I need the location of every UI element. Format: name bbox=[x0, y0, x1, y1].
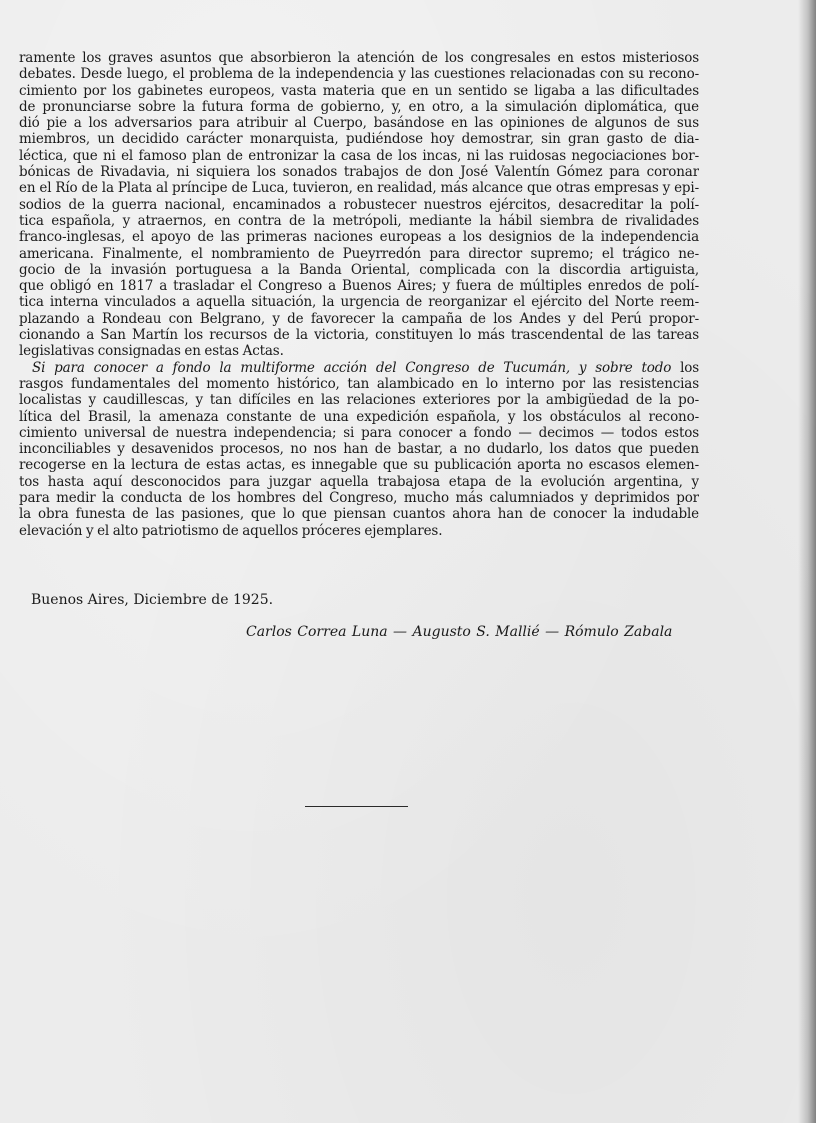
text-line: léctica, que ni el famoso plan de entronizar la casa de los incas, ni las ruidosas negociaciones bor- bbox=[19, 147, 699, 164]
paragraph-1 bbox=[19, 50, 699, 360]
signature-authors: Carlos Correa Luna — Augusto S. Mallié — Rómulo Zabala bbox=[246, 624, 673, 640]
text-line: recogerse en la lectura de estas actas, es innegable que su publicación aporta no escasos elemen- bbox=[19, 457, 699, 474]
dateline: Buenos Aires, Diciembre de 1925. bbox=[31, 592, 274, 608]
lead-rest: los bbox=[671, 359, 699, 376]
text-line: que obligó en 1817 a trasladar el Congreso a Buenos Aires; y fuera de múltiples enredos de polí- bbox=[19, 278, 699, 295]
text-line: rasgos fundamentales del momento histórico, tan alambicado en lo interno por las resistencias bbox=[19, 375, 699, 392]
text-line: cionando a San Martín los recursos de la victoria, constituyen lo más trascendental de las tareas bbox=[19, 327, 699, 344]
text-line: tos hasta aquí desconocidos para juzgar aquella trabajosa etapa de la evolución argentina, y bbox=[19, 473, 699, 490]
text-line: debates. Desde luego, el problema de la independencia y las cuestiones relacionadas con su recono- bbox=[19, 66, 699, 83]
text-line: franco-inglesas, el apoyo de las primeras naciones europeas a los designios de la independencia bbox=[19, 229, 699, 246]
text-line: ramente los graves asuntos que absorbieron la atención de los congresales en estos misteriosos bbox=[19, 50, 699, 66]
text-line: lítica del Brasil, la amenaza constante de una expedición española, y los obstáculos al recono- bbox=[19, 408, 699, 425]
text-line: de pronunciarse sobre la futura forma de gobierno, y, en otro, a la simulación diplomática, que bbox=[19, 98, 699, 115]
text-line: plazando a Rondeau con Belgrano, y de favorecer la campaña de los Andes y del Perú propor- bbox=[19, 310, 699, 327]
text-line: elevación y el alto patriotismo de aquellos próceres ejemplares. bbox=[19, 522, 443, 539]
text-line: inconciliables y desavenidos procesos, no nos han de bastar, a no dudarlo, los datos que pueden bbox=[19, 441, 699, 458]
text-line: miembros, un decidido carácter monarquista, pudiéndose hoy demostrar, sin gran gasto de dia- bbox=[19, 131, 699, 148]
paragraph-2 bbox=[19, 360, 699, 539]
text-line: cimiento universal de nuestra independencia; si para conocer a fondo — decimos — todos estos bbox=[19, 424, 699, 441]
text-line: bónicas de Rivadavia, ni siquiera los sonados trabajos de don José Valentín Gómez para coronar bbox=[19, 164, 699, 181]
text-line: para medir la conducta de los hombres del Congreso, mucho más calumniados y deprimidos por bbox=[19, 490, 699, 507]
closing-rule bbox=[305, 806, 408, 807]
text-line: americana. Finalmente, el nombramiento de Pueyrredón para director supremo; el trágico ne- bbox=[19, 245, 699, 262]
text-line: localistas y caudillescas, y tan difíciles en las relaciones exteriores por la ambigüedad de la po- bbox=[19, 392, 699, 409]
text-line: dió pie a los adversarios para atribuir al Cuerpo, basándose en las opiniones de algunos de sus bbox=[19, 115, 699, 132]
text-line: tica española, y atraernos, en contra de la metrópoli, mediante la hábil siembra de rivalidades bbox=[19, 212, 699, 229]
text-line: tica interna vinculados a aquella situación, la urgencia de reorganizar el ejército del Norte reem- bbox=[19, 294, 699, 311]
text-line-lead bbox=[19, 360, 699, 376]
text-line: gocio de la invasión portuguesa a la Banda Oriental, complicada con la discordia artiguista, bbox=[19, 261, 699, 278]
document-body bbox=[19, 50, 699, 539]
text-line: cimiento por los gabinetes europeos, vasta materia que en un sentido se ligaba a las dificultades bbox=[19, 82, 699, 99]
text-line: en el Río de la Plata al príncipe de Luca, tuvieron, en realidad, más alcance que otras empresas y epi- bbox=[19, 180, 699, 197]
text-line: sodios de la guerra nacional, encaminados a robustecer nuestros ejércitos, desacreditar la polí- bbox=[19, 196, 699, 213]
italic-lead: Si para conocer a fondo la multiforme acción del Congreso de Tucumán, y sobre todo bbox=[32, 359, 672, 376]
page-edge-shadow bbox=[798, 0, 816, 1123]
text-line: legislativas consignadas en estas Actas. bbox=[19, 343, 284, 360]
text-line: la obra funesta de las pasiones, que lo que piensan cuantos ahora han de conocer la indudable bbox=[19, 506, 699, 523]
